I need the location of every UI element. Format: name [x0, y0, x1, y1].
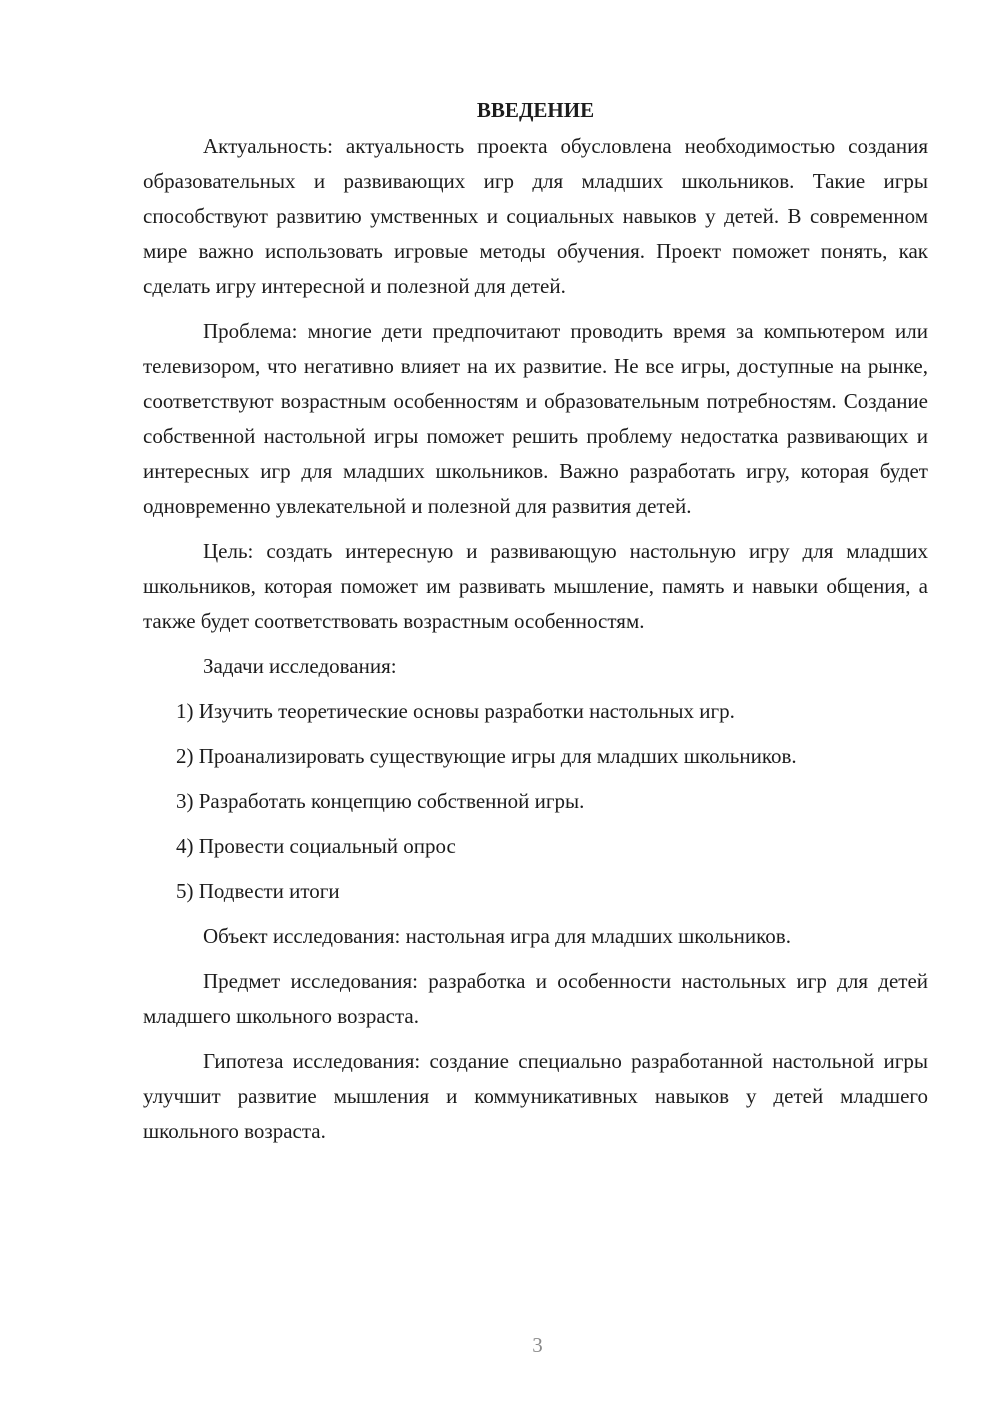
subject-paragraph: Предмет исследования: разработка и особенности настольных игр для детей младшего школьного возраста.	[143, 969, 928, 1028]
goal-paragraph: Цель: создать интересную и развивающую настольную игру для младших школьников, которая поможет им развивать мышление, память и навыки общения, а также будет соответствовать возрастным особенностям.	[143, 539, 928, 633]
task-item-1: 1) Изучить теоретические основы разработки настольных игр.	[176, 699, 735, 723]
page-content	[143, 93, 928, 1159]
task-item-5: 5) Подвести итоги	[176, 879, 340, 903]
problem-paragraph: Проблема: многие дети предпочитают проводить время за компьютером или телевизором, что негативно влияет на их развитие. Не все игры, доступные на рынке, соответствуют возрастным особенностям и образовательным потребностям. Создание собственной настольной игры поможет решить проблему недостатка развивающих и интересных игр для младших школьников. Важно разработать игру, которая будет одновременно увлекательной и полезной для развития детей.	[143, 319, 928, 518]
task-item-3: 3) Разработать концепцию собственной игры.	[176, 789, 585, 813]
task-item-4: 4) Провести социальный опрос	[176, 834, 456, 858]
tasks-title: Задачи исследования:	[203, 654, 397, 678]
task-item-2: 2) Проанализировать существующие игры для младших школьников.	[176, 744, 797, 768]
relevance-paragraph: Актуальность: актуальность проекта обусловлена необходимостью создания образовательных и развивающих игр для младших школьников. Такие игры способствуют развитию умственных и социальных навыков у детей. В современном мире важно использовать игровые методы обучения. Проект поможет понять, как сделать игру интересной и полезной для детей.	[143, 134, 928, 298]
hypothesis-paragraph: Гипотеза исследования: создание специально разработанной настольной игры улучшит развитие мышления и коммуникативных навыков у детей младшего школьного возраста.	[143, 1049, 928, 1143]
object-paragraph: Объект исследования: настольная игра для младших школьников.	[203, 924, 791, 948]
page-number: 3	[532, 1333, 543, 1357]
section-heading: ВВЕДЕНИЕ	[476, 98, 595, 122]
